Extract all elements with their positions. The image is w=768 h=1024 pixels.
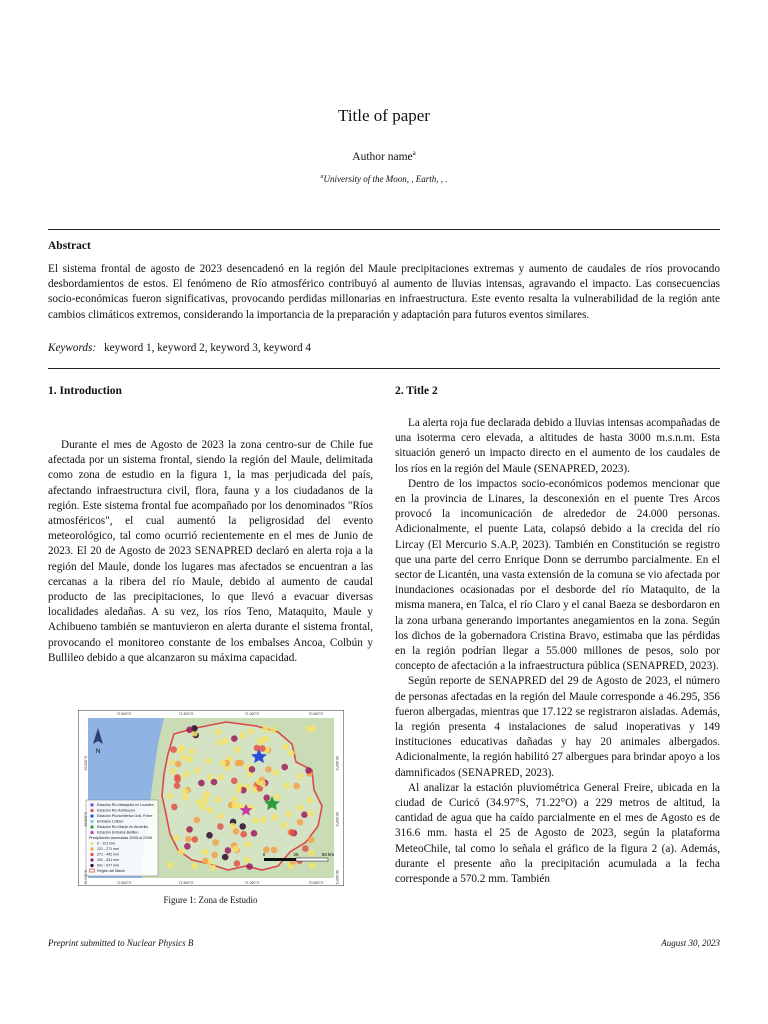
precip-dot (301, 811, 308, 818)
footer-date: August 30, 2023 (661, 938, 720, 948)
lat-tick: 35.500°S (335, 812, 339, 827)
top-rule (48, 229, 720, 230)
precip-dot (175, 761, 182, 768)
lat-tick: 35.500°S (84, 812, 88, 827)
legend-label: Estación Río Mataquito en Licantén (97, 803, 154, 807)
precip-dot (270, 727, 277, 734)
precip-dot (174, 774, 181, 781)
precip-dot (173, 835, 180, 842)
precip-dot (246, 863, 253, 870)
legend-label: Embalse Colbún (97, 819, 124, 824)
precip-dot (235, 760, 242, 767)
precip-dot (225, 847, 232, 854)
lon-tick: 72.500°O (116, 712, 132, 716)
precip-dot (263, 795, 270, 802)
precip-dot (212, 839, 219, 846)
precip-dot (222, 854, 229, 861)
paragraph: Durante el mes de Agosto de 2023 la zona centro-sur de Chile fue afectada por un sistema frontal, siendo la región del Maule, delimitada como zona de estudio en la figura 1, la mas perjudicada del país, afectando infraestructura civil, flora, fauna y a los ciudadanos de la región. Este sistema frontal fue acompañado por los denominados "Ríos atmosféricos", el cual aumentó la peligrosidad del evento meteorológico, tal como ocurrió recientemente en el mes de Junio de 2023. El 20 de Agosto de 2023 SENAPRED declaró en alerta roja a la región del Maule, donde los lugares mas afectados se encuentran a las cercanas a la ribera del río Maule, debido al aumento de caudal producto de las precipitaciones, lo que llevó a evacuar diversas localidades aledañas. A su vez, los ríos Teno, Mataquito, Maule y Achibueno también se mantuvieron en alerta durante el sistema frontal, provocando el monitoreo constante de los embalses Ancoa, Colbún y Bullileo debido a que alcanzaron su máxima capacidad. (48, 439, 373, 664)
scale-label: 0 (262, 852, 266, 857)
legend-station-marker (90, 820, 93, 823)
abstract-heading: Abstract (48, 240, 91, 252)
precip-dot (296, 773, 303, 780)
section-1-heading: 1. Introduction (48, 385, 122, 397)
precip-dot (257, 739, 264, 746)
study-area-map (78, 710, 344, 886)
affiliation-line (0, 174, 768, 184)
precip-dot (186, 727, 193, 734)
legend-label: 402 - 541 mm (97, 858, 120, 862)
precip-dot (251, 830, 258, 837)
legend-precip-swatch (90, 853, 93, 856)
precip-dot (310, 725, 317, 732)
legend-station-marker (90, 809, 93, 812)
legend-station-marker (90, 831, 93, 834)
precip-dot (234, 747, 241, 754)
figure-caption: Figure 1: Zona de Estudio (163, 895, 258, 905)
precip-dot (231, 735, 238, 742)
lat-tick: 35.000°S (335, 756, 339, 771)
precip-dot (185, 836, 192, 843)
section-1-body (48, 438, 373, 666)
precip-dot (231, 802, 238, 809)
legend-station-marker (90, 803, 93, 806)
lon-tick: 71.500°O (178, 712, 194, 716)
precip-dot (186, 826, 193, 833)
precip-dot (288, 750, 295, 757)
precip-dot (262, 726, 269, 733)
legend-precip-swatch (90, 842, 93, 845)
precip-dot (284, 782, 291, 789)
precip-dot (239, 732, 246, 739)
precip-dot (252, 817, 259, 824)
precip-dot (282, 744, 289, 751)
precip-dot (207, 807, 214, 814)
precip-dot (216, 739, 223, 746)
precip-dot (187, 756, 194, 763)
scale-bar-white (296, 858, 328, 861)
section-2-heading: 2. Title 2 (395, 385, 438, 397)
precip-dot (203, 792, 210, 799)
lon-tick: 71.500°O (178, 881, 194, 885)
precip-dot (297, 819, 304, 826)
precip-dot (308, 837, 315, 844)
precip-dot (239, 823, 246, 830)
precip-dot (309, 862, 316, 869)
lat-tick: 36.000°S (335, 870, 339, 885)
footer-journal: Preprint submitted to Nuclear Physics B (48, 938, 194, 948)
legend-station-marker (90, 825, 93, 828)
precip-dot (248, 728, 255, 735)
abstract-bottom-rule (48, 368, 720, 369)
precip-dot (281, 822, 288, 829)
author-name: Author name (352, 150, 413, 163)
precip-dot (293, 783, 300, 790)
precip-dot (307, 810, 314, 817)
precip-dot (265, 766, 272, 773)
precip-dot (194, 767, 201, 774)
precip-dot (211, 852, 218, 859)
legend-label: 0 - 121 mm (97, 841, 116, 846)
lat-tick: 35.000°S (84, 756, 88, 771)
precip-dot (178, 848, 185, 855)
scale-label: 25 (293, 852, 299, 857)
precip-dot (206, 832, 213, 839)
section-2-body (395, 416, 720, 887)
affiliation-mark: a (320, 174, 324, 180)
precip-dot (184, 843, 191, 850)
precip-dot (217, 813, 224, 820)
precip-dot (281, 764, 288, 771)
precip-dot (217, 823, 224, 830)
precip-dot (194, 817, 201, 824)
paper-title: Title of paper (338, 106, 430, 125)
paragraph: Según reporte de SENAPRED del 29 de Agosto de 2023, el número de personas afectadas en la región del Maule corresponde a 46.295, 356 fueron albergadas, mientras que 17.122 se registraron aisladas. Además, la región presenta 4 instalaciones de salud inoperativas y 149 instituciones educativas dañadas y hay 20 animales albergados. Adicionalmente, la región habilitó 27 albergues para brindar apoyo a los damnificados (SENAPRED, 2023). (395, 675, 720, 779)
legend-precip-swatch (90, 847, 93, 850)
precip-dot (249, 766, 256, 773)
precip-dot (305, 767, 312, 774)
precip-dot (222, 737, 229, 744)
precip-dot (167, 793, 174, 800)
precip-dot (183, 771, 190, 778)
precip-dot (211, 779, 218, 786)
precip-dot (196, 799, 203, 806)
precip-dot (307, 797, 314, 804)
precip-dot (200, 804, 207, 811)
legend-label: Estación Río Achibueno (97, 808, 136, 813)
precip-dot (182, 788, 189, 795)
author-mark: a (412, 149, 416, 157)
precip-dot (188, 748, 195, 755)
precip-dot (215, 796, 222, 803)
paragraph: Dentro de los impactos socio-económicos podemos mencionar que en la provincia de Linares, la desconexión en el puente Tres Arcos provocó la incomunicación de alrededor de 24.000 personas. Adicionalmente, el puente Lata, colapsó debido a la crecida del río Lircay (El Mercurio S.A.P, 2023). También en Constitución se registro que una parte del cerro Enrique Donn se derrumbo parcialmente. En el sector de Licantén, una vasta extensión de la comuna se vio afectada por inundaciones ocasionadas por el desborde del río Mataquito, de la misma manera, en Talca, el río Claro y el canal Baeza se desbordaron en la zona urbana generando importantes anegamientos en la zona. Según los dichos de la gobernadora Cristina Bravo, estimaba que las pérdidas en la región podrían llegar a 55.000 millones de pesos, solo por concepto de afectación a la infraestructura pública (SENAPRED, 2023). (395, 477, 720, 673)
precip-dot (240, 831, 247, 838)
precip-dot (210, 865, 217, 872)
legend-precip-swatch (90, 858, 93, 861)
legend-label: 271 - 402 mm (97, 852, 120, 857)
precip-dot (259, 745, 266, 752)
lon-tick: 71.000°O (244, 881, 260, 885)
precip-dot (171, 804, 178, 811)
precip-dot (259, 780, 266, 787)
precip-dot (192, 836, 199, 843)
author-line (0, 149, 768, 163)
precip-dot (170, 768, 177, 775)
precip-dot (174, 782, 181, 789)
north-label: N (95, 749, 101, 755)
precip-dot (297, 804, 304, 811)
keywords: keyword 1, keyword 2, keyword 3, keyword 4 (104, 342, 311, 354)
lon-tick: 72.500°O (116, 881, 132, 885)
precip-dot (273, 770, 280, 777)
affiliation: University of the Moon, , Earth, , . (323, 174, 448, 184)
precip-dot (271, 847, 278, 854)
precip-dot (260, 816, 267, 823)
legend-label: Estación Río Maule en Armerillo (97, 825, 149, 829)
legend-label: 541 - 677 mm (97, 863, 120, 868)
precip-dot (202, 849, 209, 856)
precip-dot (192, 863, 199, 870)
precip-dot (215, 729, 222, 736)
precip-dot (219, 760, 226, 767)
legend-label: Estación Embalse Bullileo (97, 830, 139, 835)
precip-dot (218, 774, 225, 781)
legend-label: 121 - 271 mm (97, 847, 120, 851)
precip-dot (289, 829, 296, 836)
keywords-label: Keywords: (48, 342, 97, 354)
precip-dot (274, 794, 281, 801)
legend-label: Estación Pluviométrica Gral. Freire (97, 814, 153, 818)
precip-dot (286, 811, 293, 818)
precip-dot (182, 794, 189, 801)
precip-dot (205, 758, 212, 765)
legend-station-marker (90, 814, 93, 817)
lat-tick: 36.000°S (84, 870, 88, 885)
precip-dot (232, 846, 239, 853)
precip-dot (170, 746, 177, 753)
precip-dot (302, 845, 309, 852)
precip-dot (167, 862, 174, 869)
precip-dot (169, 759, 176, 766)
precip-dot (235, 786, 242, 793)
precip-dot (244, 857, 251, 864)
precip-dot (229, 823, 236, 830)
lon-tick: 71.000°O (244, 712, 260, 716)
abstract-text: El sistema frontal de agosto de 2023 desencadenó en la región del Maule precipitaciones extremas y aumento de caudales de ríos provocando desbordamientos de estos. El fenómeno de Río atmosférico contribuyó al aumento de lluvias intensas, agravando el impacto. Las consecuencias socio-económicas fueron significativas, provocando perdidas millonarias en infraestructura. Este evento resalta la vulnerabilidad de la región ante cambios climáticos extremos, considerando la importancia de la preparación y adaptación para futuros eventos similares. (48, 263, 720, 321)
lon-tick: 70.500°O (308, 881, 324, 885)
precip-dot (308, 850, 315, 857)
legend-label: Precipitación acumulada 20/08 al 21/08 (89, 836, 152, 840)
precip-dot (271, 814, 278, 821)
keywords-line (48, 342, 311, 354)
precip-dot (198, 780, 205, 787)
paragraph: Al analizar la estación pluviométrica General Freire, ubicada en la ciudad de Curicó (34.97°S, 71.22°O) a 229 metros de altitud, la cantidad de agua que ha caído parcialmente en el mes de Agosto es de 316.6 mm. hasta el 25 de Agosto de 2023, según la plataforma MeteoChile, tal como lo señala el gráfico de la figura 2 (a). Además, durante el presente año la precipitación acumulada a la fecha corresponde a 570.2 mm. También (395, 781, 720, 886)
scale-label: 50 km (321, 852, 335, 857)
precip-dot (245, 841, 252, 848)
precip-dot (231, 796, 238, 803)
paragraph: La alerta roja fue declarada debido a lluvias intensas acompañadas de una isoterma cero elevada, a altitudes de hasta 3000 m.s.n.m. Esta situación generó un impacto directo en el aumento de los caudales de los ríos en la región del Maule (SENAPRED, 2023). (395, 417, 720, 475)
precip-dot (202, 858, 209, 865)
scale-bar-black (264, 858, 296, 861)
precip-dot (231, 778, 238, 785)
precip-dot (181, 754, 188, 761)
lon-tick: 70.500°O (308, 712, 324, 716)
legend-label: Región del Maule (97, 869, 125, 873)
precip-dot (177, 747, 184, 754)
legend-precip-swatch (90, 864, 93, 867)
precip-dot (234, 860, 241, 867)
